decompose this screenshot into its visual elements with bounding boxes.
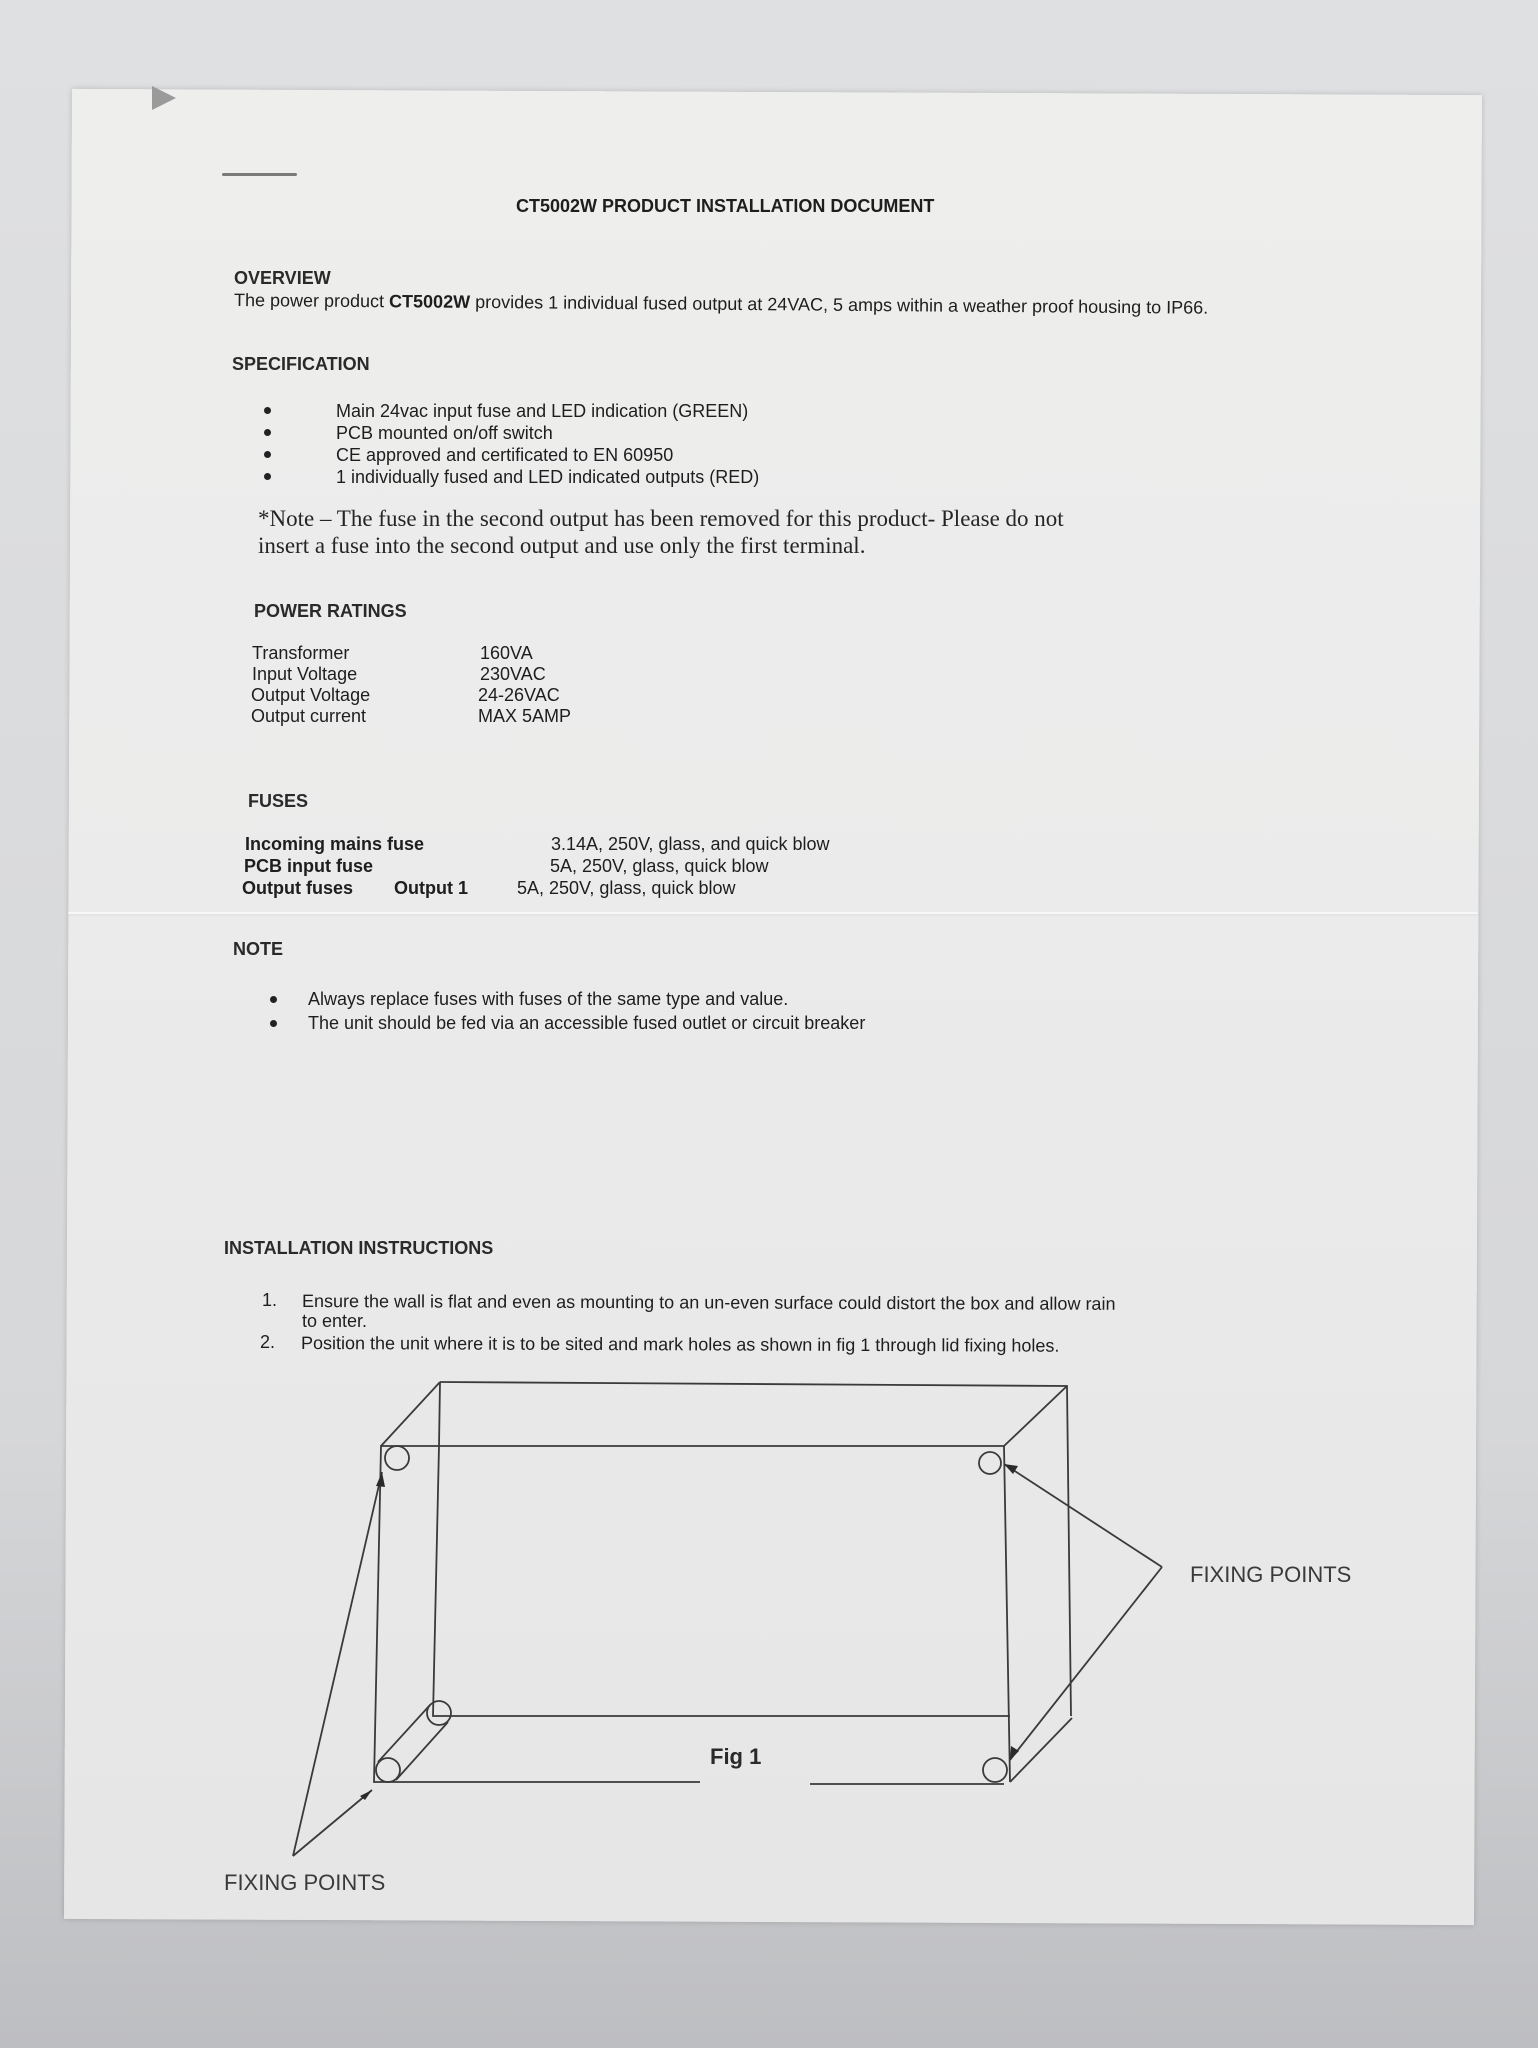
rating-label: Output current <box>251 706 367 726</box>
note-heading: NOTE <box>233 939 284 959</box>
overview-product-code: CT5002W <box>389 291 471 312</box>
fuses-heading: FUSES <box>248 791 309 811</box>
fuse-label: Incoming mains fuse <box>245 834 425 854</box>
fuse-label: PCB input fuse <box>244 856 373 876</box>
fixing-hole-top-left-icon <box>385 1446 409 1470</box>
overview-text-prefix: The power product <box>233 290 390 312</box>
fixing-points-label-right: FIXING POINTS <box>1190 1562 1352 1587</box>
step-number: 2. <box>260 1332 276 1352</box>
list-item: The unit should be fed via an accessible fused outlet or circuit breaker <box>266 1011 865 1035</box>
arrowhead-bottom-right-icon <box>1010 1746 1019 1760</box>
rating-label: Input Voltage <box>252 664 358 684</box>
step-text-continued: to enter. <box>302 1311 368 1331</box>
arrow-line-left-lower <box>293 1790 372 1856</box>
box-edge-bottom-right <box>1010 1718 1072 1782</box>
fuse-note-line-2: insert a fuse into the second output and use only the first terminal. <box>258 533 866 558</box>
list-item: Always replace fuses with fuses of the same type and value. <box>266 987 865 1011</box>
arrow-line-right-lower <box>1010 1567 1162 1760</box>
installation-heading: INSTALLATION INSTRUCTIONS <box>224 1238 494 1258</box>
post-bottom-left-top-icon <box>427 1701 451 1725</box>
post-bottom-left-edge-1 <box>378 1705 430 1762</box>
power-ratings-heading: POWER RATINGS <box>254 601 407 621</box>
figure-caption: Fig 1 <box>710 1744 762 1769</box>
list-item: CE approved and certificated to EN 60950 <box>260 444 759 466</box>
arrow-line-left-upper <box>293 1472 382 1856</box>
rating-value: 230VAC <box>480 664 546 684</box>
box-inner-left-back <box>439 1382 440 1446</box>
fuse-value: 5A, 250V, glass, quick blow <box>517 878 736 898</box>
arrow-line-right-upper <box>1004 1464 1162 1567</box>
rating-value: MAX 5AMP <box>478 706 572 726</box>
rating-label: Output Voltage <box>251 685 371 705</box>
box-edge-top-right <box>1004 1386 1067 1446</box>
list-item: Main 24vac input fuse and LED indication (GREEN) <box>260 400 759 422</box>
fixing-hole-bottom-right-icon <box>983 1758 1007 1782</box>
list-item: 1 individually fused and LED indicated outputs (RED) <box>260 466 759 488</box>
step-text: Ensure the wall is flat and even as mounting to an un-even surface could distort the box and allow rain <box>301 1291 1116 1314</box>
overview-text-suffix: provides 1 individual fused output at 24VAC, 5 amps within a weather proof housing to IP66. <box>470 291 1209 318</box>
fuse-value: 5A, 250V, glass, quick blow <box>550 856 769 876</box>
box-back-outline <box>440 1382 1071 1716</box>
fixing-hole-top-right-icon <box>979 1452 1001 1474</box>
document-title: CT5002W PRODUCT INSTALLATION DOCUMENT <box>516 196 935 216</box>
fuse-label: Output fuses <box>242 878 353 898</box>
fuse-sub-label: Output 1 <box>394 878 468 898</box>
rating-value: 160VA <box>480 643 533 663</box>
overview-heading: OVERVIEW <box>234 268 331 288</box>
list-item: PCB mounted on/off switch <box>260 422 759 444</box>
step-number: 1. <box>262 1290 278 1310</box>
box-edge-top-left <box>381 1382 440 1446</box>
rating-value: 24-26VAC <box>478 685 560 705</box>
rating-label: Transformer <box>252 643 350 663</box>
fuse-note-line-1: *Note – The fuse in the second output has been removed for this product- Please do not <box>258 506 1064 531</box>
step-text: Position the unit where it is to be sited and mark holes as shown in fig 1 through lid fixing holes. <box>300 1333 1060 1356</box>
box-inner-outline <box>433 1446 1010 1716</box>
specification-heading: SPECIFICATION <box>232 354 370 374</box>
post-bottom-left-edge-2 <box>396 1722 448 1780</box>
fuse-value: 3.14A, 250V, glass, and quick blow <box>551 834 830 854</box>
box-front-outline <box>374 1446 1010 1782</box>
fixing-points-label-left: FIXING POINTS <box>224 1870 386 1895</box>
